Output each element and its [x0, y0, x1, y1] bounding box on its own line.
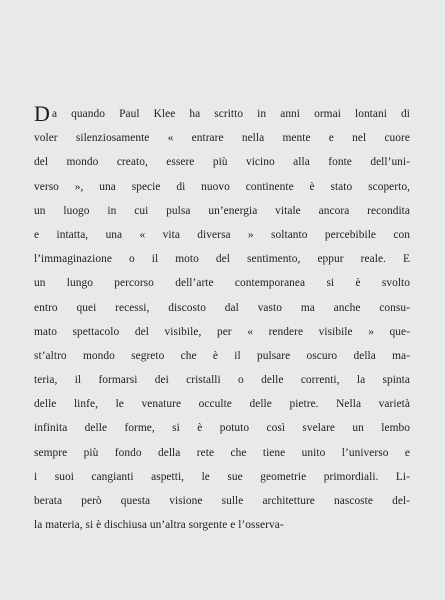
text-line: delle linfe, le venature occulte delle pietre. Nella varietà	[34, 398, 410, 411]
text-line: entro quei recessi, discosto dal vasto ma anche consu-	[34, 301, 410, 314]
text-line: un luogo in cui pulsa un’energia vitale ancora recondita	[34, 204, 410, 217]
text-line: st’altro mondo segreto che è il pulsare oscuro della ma-	[34, 349, 410, 362]
text-line: e intatta, una « vita diversa » soltanto percebibile con	[34, 228, 410, 241]
text-line: l’immaginazione o il moto del sentimento, eppur reale. E	[34, 253, 410, 266]
text-line: voler silenziosamente « entrare nella mente e nel cuore	[34, 132, 410, 145]
text-line: un lungo percorso dell’arte contemporanea si è svolto	[34, 277, 410, 290]
body-paragraph	[34, 102, 410, 537]
drop-cap: D	[34, 101, 50, 126]
text-line: mato spettacolo del visibile, per « rendere visibile » que-	[34, 325, 410, 338]
text-line: teria, il formarsi dei cristalli o delle correnti, la spinta	[34, 374, 410, 387]
text-line: la materia, si è dischiusa un’altra sorgente e l’osserva-	[34, 519, 284, 532]
text-line: infinita delle forme, si è potuto così svelare un lembo	[34, 422, 410, 435]
text-line: a quando Paul Klee ha scritto in anni ormai lontani di	[52, 108, 410, 120]
text-line: sempre più fondo della rete che tiene unito l’universo e	[34, 446, 410, 459]
text-line: del mondo creato, essere più vicino alla fonte dell’uni-	[34, 156, 410, 169]
text-line: berata però questa visione sulle architetture nascoste del-	[34, 495, 410, 507]
text-line: i suoi cangianti aspetti, le sue geometrie primordiali. Li-	[34, 470, 410, 483]
text-line: verso », una specie di nuovo continente è stato scoperto,	[34, 180, 410, 193]
